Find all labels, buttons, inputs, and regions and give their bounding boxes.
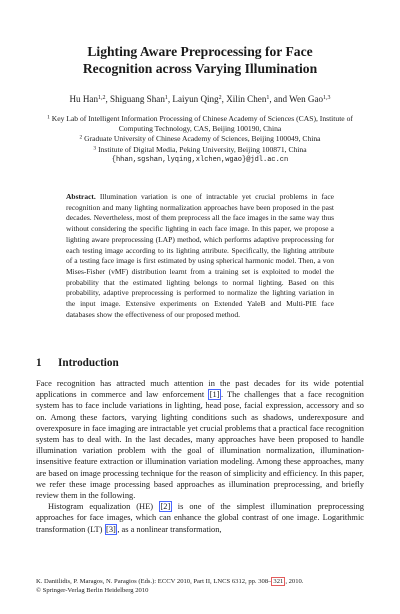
section-number: 1 [36,357,42,369]
section-title: Introduction [58,357,119,369]
title-line-2: Recognition across Varying Illumination [82,61,318,76]
affiliation: $^3$ Institute of Digital Media, Peking University, Beijing 100871, China [93,144,307,154]
abstract [66,192,334,320]
page-footer [36,578,364,596]
author-emails: {hhan,sgshan,lyqing,xlchen,wgao}@jdl.ac.cn [111,155,289,164]
publication-info: K. Daniilidis, P. Maragos, N. Paragios (Eds.): ECCV 2010, Part II, LNCS 6312, pp. 308– 321 , 2010. [36,578,304,585]
paragraph: Histogram equalization (HE) [2] is one of the simplest illumination preprocessing approaches for face images, which can enhance the global contrast of one image. Logarithmic transformation (LT) [3] , as a nonlinear transformation, [36,502,364,534]
author: Wen Gao$^{1,3}$ [289,94,331,104]
page-number-link[interactable]: 321 [273,578,284,585]
author: Xilin Chen$^1$, and [226,94,290,104]
citation-link[interactable]: [3] [106,524,116,534]
paper-title [30,43,370,77]
citation-link[interactable]: [2] [160,502,171,512]
affiliation: $^1$ Key Lab of Intelligent Information Processing of Chinese Academy of Sciences (CAS), Institute of Computing Technology, CAS, Beijing 100190, China [47,114,353,134]
author-list [20,94,380,105]
author: Laiyun Qing$^2$, [172,94,227,104]
author: Shiguang Shan$^1$, [110,94,173,104]
paragraph: Face recognition has attracted much attention in the past decades for its wide potential applications in commerce and law enforcement [1] . The challenges that a face recognition system has to face include variations in lighting, head pose, facial expression, accessory and so on. Among these factors, varying lighting conditions such as shadows, underexposure and overexposure in face imaging are intractable yet crucial problems that a practical face recognition system has to deal with. In the last decades, many approaches have been proposed to handle illumination variation problem with the goal of illumination normalization, illumination-insensitive feature extraction or illumination variation modeling. Among these approaches, many are based on image processing technique for the reason of simplicity and efficiency. In this paper, we refer these image processing based approaches as illumination preprocessing, and briefly review them in the following. [36,379,364,501]
abstract-label: Abstract. [66,192,96,201]
affiliations [30,114,370,165]
title-line-1: Lighting Aware Preprocessing for Face [87,44,313,59]
affiliation: $^2$ Graduate University of Chinese Academy of Sciences, Beijing 100049, China [79,134,321,144]
citation-link[interactable]: [1] [209,390,220,400]
abstract-text: Illumination variation is one of intractable yet crucial problems in face recognition and many lighting normalization approaches have been proposed in the past decades. Nevertheless, most of them preprocess all the face images in the same way thus without considering the specific lighting in each face image. In this paper, we propose a lighting aware preprocessing (LAP) method, which performs adaptive preprocessing for each testing image according to its lighting attribute. Specifically, the lighting attribute of a testing face image is first estimated by using spherical harmonic model. Then, a von Mises-Fisher (vMF) distribution learnt from a training set is exploited to model the probability that the estimated lighting belongs to normal lighting. Based on this probability, adaptive preprocessing is performed to normalize the lighting variation in the input image. Extensive experiments on Extended YaleB and Multi-PIE face databases show the effectiveness of our proposed method. [66,192,334,319]
author: Hu Han$^{1,2}$, [69,94,111,104]
copyright: © Springer-Verlag Berlin Heidelberg 2010 [36,586,149,594]
section-heading [36,357,119,369]
section-body [36,378,364,535]
